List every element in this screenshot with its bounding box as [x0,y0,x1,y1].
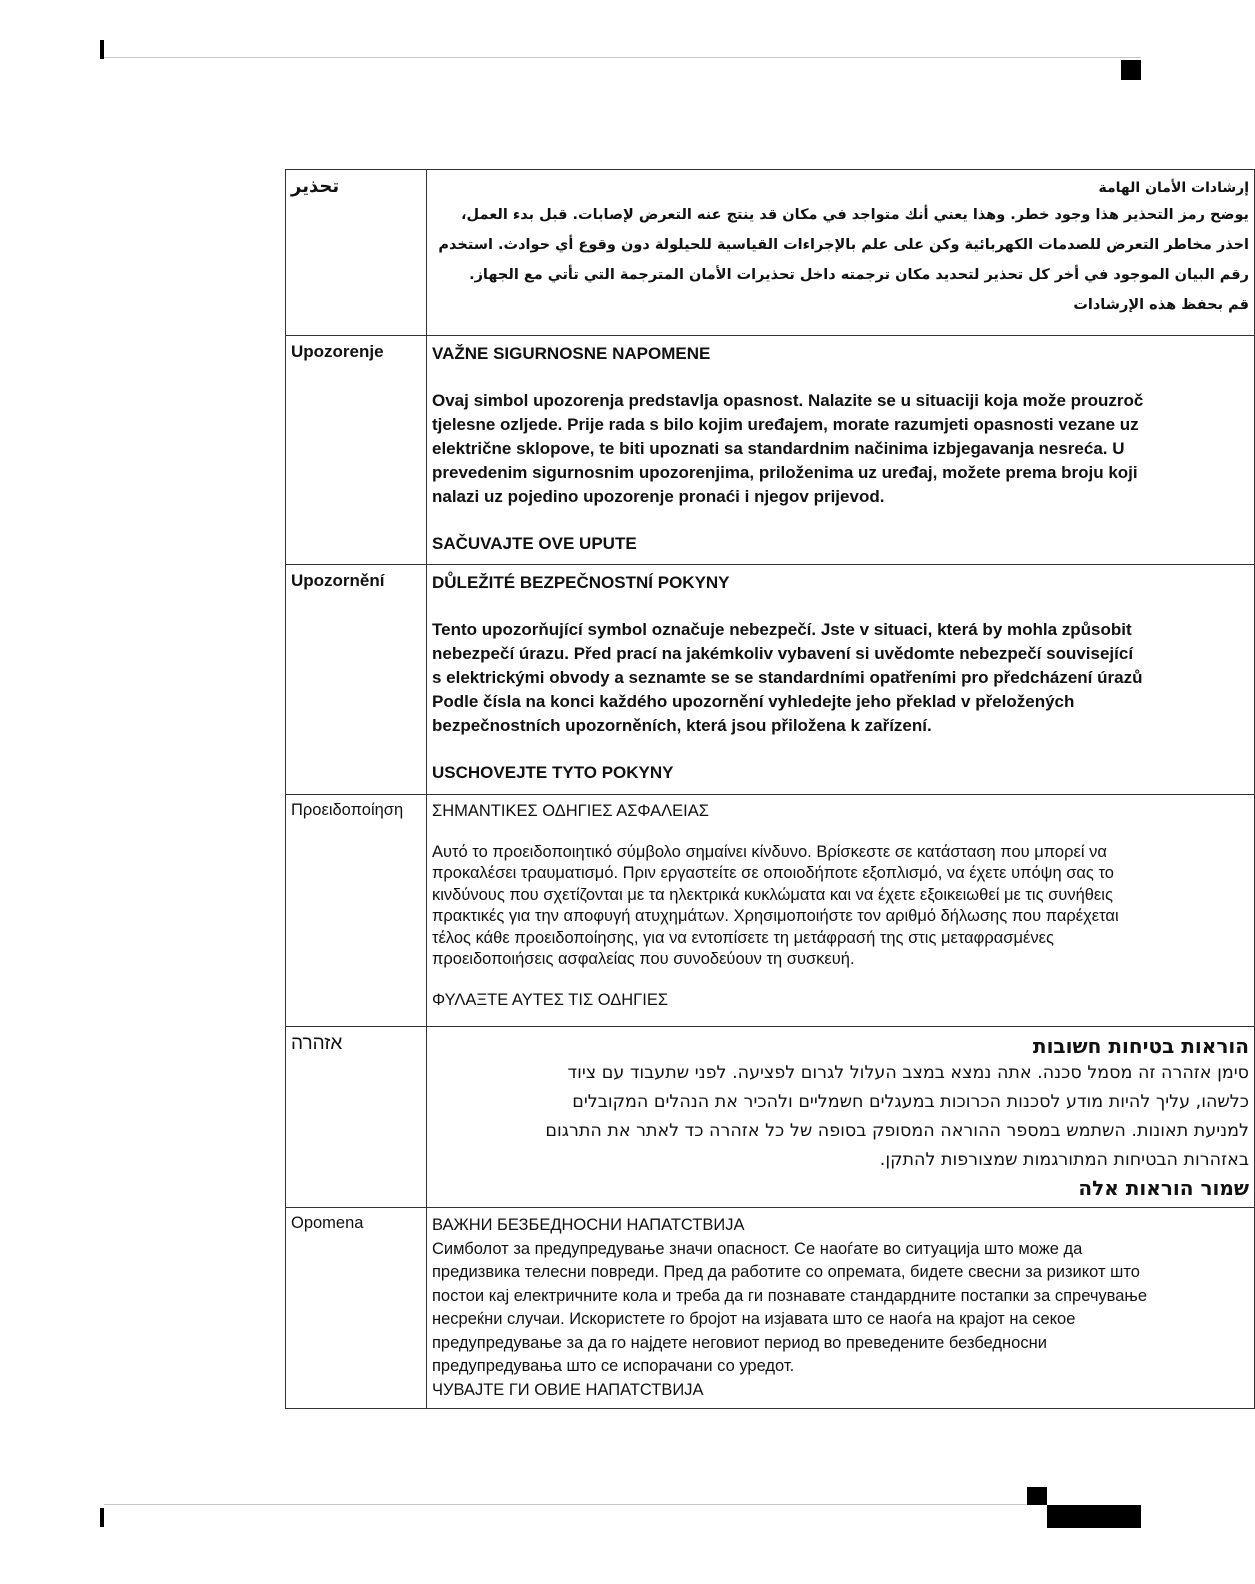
warning-body-line: Ovaj simbol upozorenja predstavlja opasnost. Nalazite se u situaciji koja može prouzroč [432,391,1144,410]
warning-footer: قم بحفظ هذه الإرشادات [1073,297,1249,313]
warning-body-line: למניעת תאונות. השתמש במספר ההוראה המסופק בסופה של כל אזהרה כד לאתר את התרגום [545,1121,1249,1141]
warning-heading: DŮLEŽITÉ BEZPEČNOSTNÍ POKYNY [432,573,730,592]
safety-warnings-table-container [285,169,1249,1401]
warning-body-line: nalazi uz pojedino upozorenje pronaći i njegov prijevod. [432,487,885,506]
safety-warnings-table [285,169,1255,1409]
warning-label-arabic: تحذير [286,170,427,336]
hebrew-text-block [432,1033,1249,1201]
warning-body-line: כלשהו, עליך להיות מודע לסכנות הכרוכות במעגלים חשמליים ולהכיר את הנהלים המקובלים [572,1092,1249,1112]
warning-label-czech: Upozornění [286,565,427,795]
warning-body-line: постои кај електричните кола и треба да ги познавате стандардните постапки за спречување [432,1286,1148,1305]
warning-body-line: κινδύνους που σχετίζονται με τα ηλεκτρικά κυκλώματα και να έχετε εξοικειωθεί με τις συνήθεις [432,885,1113,904]
warning-body-line: احذر مخاطر التعرض للصدمات الكهربائية وكن على علم بالإجراءات القياسية للحيلولة دون وقوع أي حوادث. استخدم [438,237,1249,253]
warning-heading: VAŽNE SIGURNOSNE NAPOMENE [432,344,711,363]
warning-body-line: tjelesne ozljede. Prije rada s bilo kojim uređajem, morate razumjeti opasnosti vezane uz [432,415,1139,434]
warning-content-hebrew [427,1027,1255,1208]
warning-body-line: סימן אזהרה זה מסמל סכנה. אתה נמצא במצב העלול לגרום לפציעה. לפני שתעבוד עם ציוד [567,1063,1249,1083]
warning-body-line: يوضح رمز التحذير هذا وجود خطر. وهذا يعني أنك متواجد في مكان قد ينتج عنه التعرض لإصابات. قبل بدء العمل، [461,207,1249,223]
warning-body-line: Tento upozorňující symbol označuje nebezpečí. Jste v situaci, která by mohla způsobit [432,620,1132,639]
warning-content-greek [427,795,1255,1027]
warning-heading: הוראות בטיחות חשובות [1032,1034,1249,1058]
footer-rule [104,1504,1029,1505]
warning-body-line: s elektrickými obvody a seznamte se se standardními opatřeními pro předcházení úrazů [432,668,1143,687]
warning-heading: ΣΗΜΑΝΤΙΚΕΣ ΟΔΗΓΙΕΣ ΑΣΦΑΛΕΙΑΣ [432,802,709,820]
warning-row-czech [286,565,1255,795]
warning-label-greek: Προειδοποίηση [286,795,427,1027]
warning-row-hebrew [286,1027,1255,1208]
warning-label-macedonian: Opomena [286,1208,427,1409]
footer-corner-marker [1027,1487,1047,1505]
warning-footer: ΦΥΛΑΞΤΕ ΑΥΤΕΣ ΤΙΣ ΟΔΗΓΙΕΣ [432,990,669,1009]
warning-body-line: προκαλέσει τραυματισμό. Πριν εργαστείτε σε οποιοδήποτε εξοπλισμό, να έχετε υπόψη σας το [432,864,1114,882]
warning-body-line: električne sklopove, te biti upoznati sa standardnim načinima izbjegavanja nesreća. U [432,439,1125,458]
warning-body-line: Симболот за предупредување значи опасност. Се наоѓате во ситуација што може да [432,1239,1083,1258]
warning-body-line: τέλος κάθε προειδοποίησης, για να εντοπίσετε τη μετάφρασή της στις μεταφρασμένες [432,928,1054,947]
warning-footer: SAČUVAJTE OVE UPUTE [432,534,637,553]
header-corner-marker [1121,60,1141,80]
warning-body-line: Podle čísla na konci každého upozornění vyhledejte jeho překlad v přeložených [432,692,1075,711]
warning-body-line: предупредувања што се испорачани со уредот. [432,1357,795,1375]
footer-margin-mark [100,1508,104,1527]
warning-body-line: رقم البيان الموجود في أخر كل تحذير لتحديد مكان ترجمته داخل تحذيرات الأمان المترجمة التي تأتي مع الجهاز. [469,267,1249,283]
warning-label-croatian: Upozorenje [286,336,427,565]
greek-text-block [432,801,1249,1011]
warning-body-line: Αυτό το προειδοποιητικό σύμβολο σημαίνει κίνδυνο. Βρίσκεστε σε κατάσταση που μπορεί να [432,842,1107,861]
footer-page-tab [1047,1505,1141,1528]
macedonian-text-block [432,1214,1249,1402]
warning-body-line: предупредување за да го најдете неговиот период во преведените безбедносни [432,1333,1047,1352]
warning-body-line: bezpečnostních upozorněních, která jsou přiložena k zařízení. [432,716,932,735]
warning-footer: USCHOVEJTE TYTO POKYNY [432,763,674,782]
warning-body-line: προειδοποιήσεις ασφαλείας που συνοδεύουν τη συσκευή. [432,950,855,968]
arabic-text-block [432,176,1249,320]
warning-content-czech [427,565,1255,795]
warning-label-hebrew: אזהרה [286,1027,427,1208]
warning-body-line: באזהרות הבטיחות המתורגמות שמצורפות להתקן. [879,1150,1249,1170]
warning-heading: إرشادات الأمان الهامة [1098,180,1249,196]
warning-row-croatian [286,336,1255,565]
warning-row-arabic [286,170,1255,336]
warning-body-line: несреќни случаи. Искористете го бројот на изјавата што се наоѓа на крајот на секое [432,1310,1076,1328]
warning-body-line: πρακτικές για την αποφυγή ατυχημάτων. Χρησιμοποιήστε τον αριθμό δήλωσης που παρέχεται [432,907,1119,925]
warning-row-macedonian [286,1208,1255,1409]
warning-body-line: предизвика телесни повреди. Пред да работите со опремата, бидете свесни за ризикот што [432,1263,1140,1281]
warning-footer: שמור הוראות אלה [1078,1176,1249,1200]
warning-content-macedonian [427,1208,1255,1409]
warning-body-line: nebezpečí úrazu. Před prací na jakémkoliv vybavení si uvědomte nebezpečí související [432,644,1134,663]
warning-content-arabic [427,170,1255,336]
warning-content-croatian [427,336,1255,565]
warning-body-line: prevedenim sigurnosnim upozorenjima, priloženima uz uređaj, možete prema broju koji [432,463,1138,482]
header-rule [104,57,1141,58]
warning-heading: ВАЖНИ БЕЗБЕДНОСНИ НАПАТСТВИЈА [432,1216,745,1234]
warning-footer: ЧУВАЈТЕ ГИ ОВИЕ НАПАТСТВИЈА [432,1380,704,1399]
warning-row-greek [286,795,1255,1027]
